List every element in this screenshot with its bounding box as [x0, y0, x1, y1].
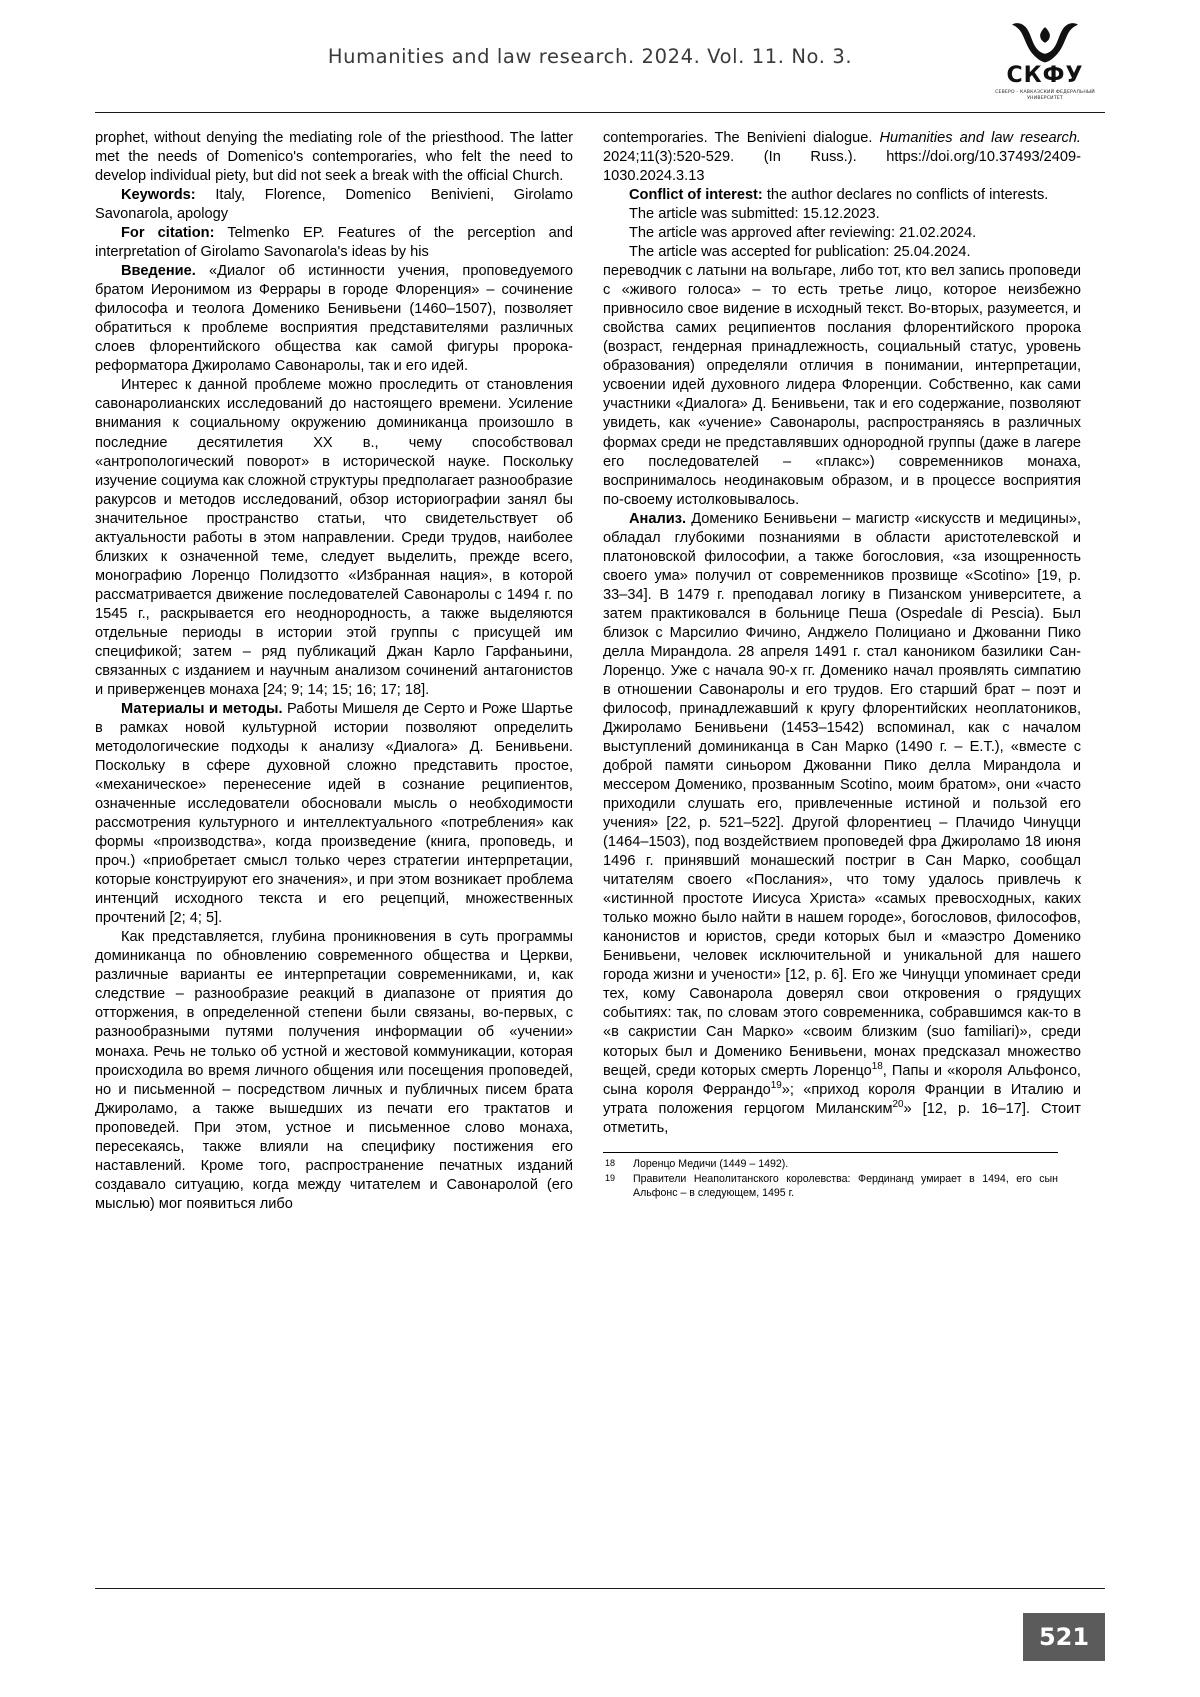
keywords-text: Italy, Florence, Domenico Benivieni, Girolamo Savonarola, apology: [95, 187, 573, 223]
footnote-ref-20: 20: [892, 1098, 904, 1110]
analysis-label: Анализ.: [629, 510, 687, 527]
citation-continuation: [603, 129, 1081, 186]
conflict-text: the author declares no conflicts of interests.: [762, 187, 1049, 204]
footnote-item: [603, 1173, 1058, 1200]
methods-paragraph: [95, 700, 573, 928]
introduction-text: «Диалог об истинности учения, проповедуемого братом Иеронимом из Феррары в городе Флоренция» – сочинение философа и теолога Доменико Бенивьени (1460–1507), позволяет обратиться к проблеме восприятия представителями различных слоев флорентийского общества как самой фигуры пророка-реформатора Джироламо Савонаролы, так и его идей.: [95, 263, 573, 375]
citation-paragraph: [95, 224, 573, 262]
footnote-ref-18: 18: [871, 1060, 883, 1072]
keywords-label: Keywords:: [121, 187, 196, 204]
footnote-number: 18: [605, 1157, 616, 1168]
footnote-ref-19: 19: [770, 1079, 782, 1091]
introduction-paragraph: [95, 262, 573, 376]
keywords-paragraph: [95, 186, 573, 224]
footnote-item: [603, 1158, 1058, 1172]
methods-text: Работы Мишеля де Серто и Роже Шартье в рамках новой культурной истории позволяют определить методологические подходы к анализу «Диалога» Д. Бенивьени. Поскольку в сфере духовной сложно представить простое, «механическое» перенесение идей в сознание реципиентов, означенные исследователи обосновали мысль о необходимости рассмотрения культурного и интеллектуального «потребления» как формы «производства», когда произведение (книга, проповедь, и проч.) «приобретает смысл только через стратегии интерпретации, которые конструируют его значения», и при этом возникает проблема интенций исходного текста и его рецепций, множественных прочтений [2; 4; 5].: [95, 700, 573, 927]
footnote-text: Лоренцо Медичи (1449 – 1492).: [633, 1157, 789, 1170]
translation-paragraph: переводчик с латыни на вольгаре, либо тот, кто вел запись проповеди с «живого голоса» – то есть третье лицо, которое неизбежно привносило свое видение в исходный текст. Во-вторых, разумеется, и свойства самих реципиентов послания флорентийского пророка (возраст, гендерная принадлежность, социальный статус, уровень образования) определяли отличия в понимании, интерпретации, усвоении идей духовного лидера Флоренции. Собственно, как сами участники «Диалога» Д. Бенивьени, так и его содержание, позволяют увидеть, как «учение» Савонаролы, распространяясь в различных формах среди не представлявших однородной группы (даже в лагере его последователей – «плакс») современников монаха, воспринималось неодинаковым образом, и в процессе восприятия по-своему истолковывалось.: [603, 263, 1081, 508]
page-header: [0, 0, 1200, 112]
right-column: [603, 129, 1081, 1214]
footnote-text: Правители Неаполитанского королевства: Фердинанд умирает в 1494, его сын Альфонс – в следующем, 1495 г.: [633, 1173, 1058, 1199]
citation-cont-a: contemporaries. The Benivieni dialogue.: [603, 130, 880, 146]
page-number-badge: 521: [1023, 1613, 1105, 1661]
logo-name: СКФУ: [1006, 63, 1084, 88]
reception-paragraph: Как представляется, глубина проникновения в суть программы доминиканца по обновлению современного общества и Церкви, различные варианты ее интерпретации современниками, и, как следствие – разнообразие реакций в диапазоне от приятия до отторжения, в определенной степени были связаны, во-первых, с разнообразными путями получения информации об «учении» монаха. Речь не только об устной и жестовой коммуникации, которая происходила во время личного общения или посещения проповедей, но и письменной – посредством личных и публичных писем брата Джироламо, а также вышедших из печати его трактатов и проповедей. При этом, устное и письменное слово монаха, пересекаясь, также влияли на специфику постижения его наставлений. Кроме того, распространение печатных изданий создавало ситуацию, когда между читателем и Савонаролой (его мыслью) мог появиться либо: [95, 929, 573, 1212]
accepted-date: The article was accepted for publication: 25.04.2024.: [629, 244, 971, 261]
eagle-logo-icon: [1005, 20, 1085, 64]
introduction-label: Введение.: [121, 263, 196, 280]
submitted-date: The article was submitted: 15.12.2023.: [629, 206, 880, 223]
footnote-number: 19: [605, 1173, 616, 1184]
analysis-text: Доменико Бенивьени – магистр «искусств и медицины», обладал глубокими познаниями в области аристотелевской и платоновской философии, а также богословия, «за изощренность своего ума» получил от современников прозвище «Scotino» [19, p. 33–34]. В 1479 г. преподавал логику в Пизанском университете, а затем практиковался в больнице Пеша (Ospedale di Pescia). Был близок с Марсилио Фичино, Анджело Полициано и Джованни Пико делла Мирандола. 28 апреля 1491 г. стал каноником базилики Сан-Лоренцо. Уже с начала 90-х гг. Доменико начал проявлять симпатию в отношении Савонаролы и его трудов. Его старший брат – поэт и философ, принадлежавший к кругу флорентийских неоплатоников, Джироламо Бенивьени (1453–1542) вспоминал, как с началом выступлений доминиканца в Сан Марко (1490 г. – Е.Т.), «вместе с доброй памяти синьором Джованни Пико делла Мирандола и мессером Доменико, прозванным Scotino, моим братом», они «часто приходили слушать его, привлеченные истиной и пользой его учения» [22, p. 521–522]. Другой флорентиец – Плачидо Чинуцци (1464–1503), под воздействием проповедей фра Джироламо 18 июня 1496 г. принявший монашеский постриг в Сан Марко, сообщал читателям своего «Послания», что тому удалось привлечь к «истинной простоте Иисуса Христа» «самых превосходных, каких только можно было найти в нашем городе», богословов, философов, канонистов и юристов, среди которых был и «маэстро Доменико Бенивьени, человек исключительной и уникальной для нашего города жизни и учености» [12, p. 6]. Его же Чинуцци упоминает среди тех, кому Савонарола доверял свои откровения о грядущих событиях: так, по словам этого современника, собравшимся как-то в «в сакристии Сан Марко» «своим близким (suo familiari)», среди которых был и Доменико Бенивьени, монах предсказал множество вещей, среди которых смерть Лоренцо: [603, 510, 1081, 1079]
citation-text: Telmenko EP. Features of the perception and interpretation of Girolamo Savonarola's ideas by his: [95, 225, 573, 261]
logo-subtitle: СЕВЕРО - КАВКАЗСКИЙ ФЕДЕРАЛЬНЫЙ УНИВЕРСИТЕТ: [995, 90, 1095, 102]
conflict-of-interest: [603, 186, 1081, 205]
methods-label: Материалы и методы.: [121, 700, 283, 717]
footnotes-block: [603, 1152, 1058, 1201]
journal-name-italic: Humanities and law research.: [879, 130, 1081, 146]
citation-label: For citation:: [121, 225, 215, 242]
abstract-tail: prophet, without denying the mediating role of the priesthood. The latter met the needs of Domenico's contemporaries, who felt the need to develop individual piety, but did not seek a break with the official Church.: [95, 130, 573, 185]
historiography-paragraph: Интерес к данной проблеме можно проследить от становления савонаролианских исследований до настоящего времени. Усиление внимания к социальному окружению доминиканца произошло в последние десятилетия XX в., чему способствовал «антропологический поворот» в исторической науке. Поскольку изучение социума как сложной структуры предполагает разнообразие ракурсов и методов исследований, обзор историографии занял бы значительное пространство статьи, что свидетельствует об актуальности работы в этом направлении. Среди трудов, наиболее близких к означенной теме, следует выделить, прежде всего, монографию Лоренцо Полидзотто «Избранная нация», в которой рассматривается движение последователей Савонаролы с 1494 г. по 1545 г., раскрывается его неоднородность, а также выделяются отдельные периоды в истории этой группы с присущей им спецификой; затем – ряд публикаций Джан Карло Гарфаньини, связанных с изданием и научным анализом сочинений антагонистов и приверженцев монаха [24; 9; 14; 15; 16; 17; 18].: [95, 377, 573, 698]
article-content: [0, 113, 1200, 1214]
citation-cont-b: 2024;11(3):520-529. (In Russ.). https://doi.org/10.37493/2409-1030.2024.3.13: [603, 149, 1081, 185]
approved-date: The article was approved after reviewing: 21.02.2024.: [629, 225, 977, 242]
journal-logo: [985, 20, 1105, 108]
conflict-label: Conflict of interest:: [629, 187, 763, 204]
left-column: [95, 129, 573, 1214]
running-title: Humanities and law research. 2024. Vol. 11. No. 3.: [327, 44, 853, 68]
analysis-paragraph: Анализ. Доменико Бенивьени – магистр «искусств и медицины», обладал глубокими познаниями в области аристотелевской и платоновской философии, а также богословия, «за изощренность своего ума» получил от современников прозвище «Scotino» [19, p. 33–34]. В 1479 г. преподавал логику в Пизанском университете, а затем практиковался в больнице Пеша (Ospedale di Pescia). Был близок с Марсилио Фичино, Анджело Полициано и Джованни Пико делла Мирандола. 28 апреля 1491 г. стал каноником базилики Сан-Лоренцо. Уже с начала 90-х гг. Доменико начал проявлять симпатию в отношении Савонаролы и его трудов. Его старший брат – поэт и философ, принадлежавший к кругу флорентийских неоплатоников, Джироламо Бенивьени (1453–1542) вспоминал, как с началом выступлений доминиканца в Сан Марко (1490 г. – Е.Т.), «вместе с доброй памяти синьором Джованни Пико делла Мирандола и мессером Доменико, прозванным Scotino, моим братом», они «часто приходили слушать его, привлеченные истиной и пользой его учения» [22, p. 521–522]. Другой флорентиец – Плачидо Чинуцци (1464–1503), под воздействием проповедей фра Джироламо 18 июня 1496 г. принявший монашеский постриг в Сан Марко, сообщал читателям своего «Послания», что тому удалось привлечь к «истинной простоте Иисуса Христа» «самых превосходных, каких только можно было найти в нашем городе», богословов, философов, канонистов и юристов, среди которых был и «маэстро Доменико Бенивьени, человек исключительной и уникальной для нашего города жизни и учености» [12, p. 6]. Его же Чинуцци упоминает среди тех, кому Савонарола доверял свои откровения о грядущих событиях: так, по словам этого современника, собравшимся как-то в «в сакристии Сан Марко» «своим близким (suo familiari)», среди которых был и Доменико Бенивьени, монах предсказал множество вещей, среди которых смерть Лоренцо$^{18}$, Папы и «короля Альфонсо, сына короля Феррандо$^{19}$»; «приход короля Франции в Италию и утрата положения герцогом Миланским$^{20}$» [12, p. 16–17]. Стоит отметить,: [603, 510, 1081, 1136]
footer-divider: [95, 1588, 1105, 1589]
